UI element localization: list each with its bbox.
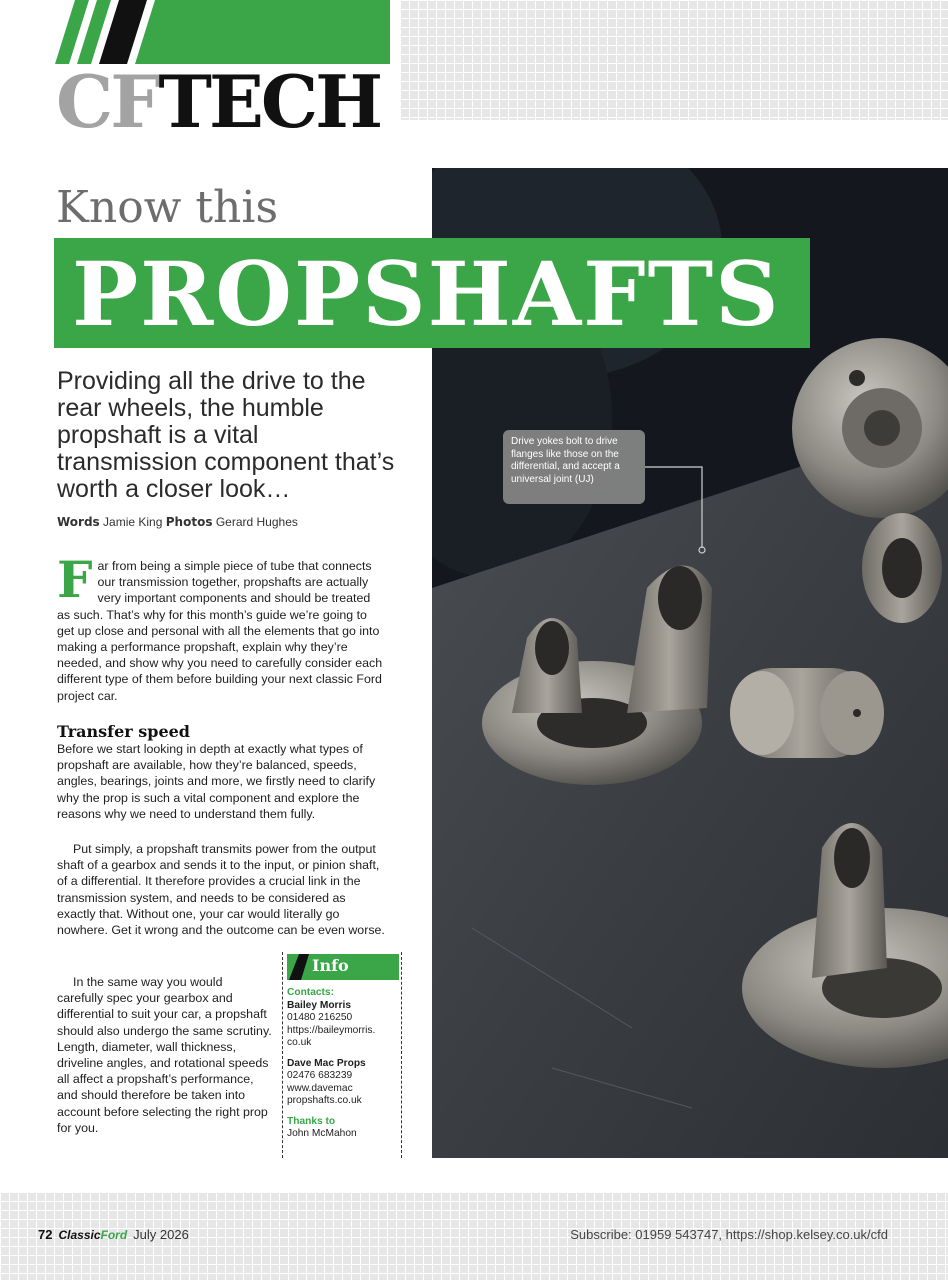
photos-label: Photos (165, 515, 213, 529)
body-paragraph: Before we start looking in depth at exactly what types of propshaft are available, how they’re balanced, speeds, angles, bearings, joints and more, we firstly need to clarify why the prop is such a vital component and explore the reasons why we need to understand them fully. (57, 742, 376, 821)
info-content (287, 987, 397, 1141)
contact-url: https://baileymorris. (287, 1024, 376, 1036)
article-kicker: Know this (56, 182, 279, 233)
brand-classic: Classic (58, 1228, 101, 1242)
intro-paragraph (57, 550, 385, 704)
intro-text: ar from being a simple piece of tube that connects our transmission together, propshafts are actually very important components and should be treated as such. That’s why for this month’s guide we’re going to get up close and personal with all the elements that go into making a performance propshaft, explain why they’re needed, and show why you need to carefully consider each different type of them before building your next classic Ford project car. (57, 559, 383, 703)
contact-url: co.uk (287, 1037, 312, 1048)
contact-url: www.davemac (287, 1082, 353, 1094)
thanks-label: Thanks to (287, 1115, 336, 1127)
subheading: Transfer speed (57, 722, 190, 741)
drop-cap: F (57, 550, 93, 609)
contact-phone: 01480 216250 (287, 1012, 353, 1023)
logo-cf: CF (56, 59, 159, 144)
body-paragraph: In the same way you would carefully spec your gearbox and differential to suit your car, a propshaft should also undergo the same scrutiny. Length, diameter, wall thickness, driveline angles, and rotational speeds all affect a propshaft’s performance, and should therefore be taken into account before selecting the right prop for you. (57, 975, 272, 1135)
logo-stripes (55, 0, 390, 64)
subscribe-info: Subscribe: 01959 543747, https://shop.kelsey.co.uk/cfd (570, 1227, 888, 1242)
contact-phone: 02476 683239 (287, 1070, 353, 1081)
contact-name: Bailey Morris (287, 999, 351, 1011)
header-grid-pattern (400, 0, 948, 120)
contact-name: Dave Mac Props (287, 1057, 366, 1069)
page-number: 72 (38, 1227, 53, 1242)
logo-tech: TECH (158, 59, 381, 144)
contacts-label: Contacts: (287, 987, 334, 998)
thanks-name: John McMahon (287, 1128, 357, 1139)
author-name: Jamie King (103, 515, 163, 529)
words-label: Words (57, 515, 100, 529)
article-standfirst: Providing all the drive to the rear wheels, the humble propshaft is a vital transmission component that’s worth a closer look… (57, 367, 395, 503)
body-paragraph: Put simply, a propshaft transmits power from the output shaft of a gearbox and sends it to the input, or pinion shaft, of a differential. It therefore provides a crucial link in the transmission system, and needs to be considered as exactly that. Without one, your car would literally go nowhere. Get it wrong and the outcome can be even worse. (57, 842, 385, 938)
contact-url: propshafts.co.uk (287, 1095, 362, 1106)
footer-folio (38, 1227, 189, 1242)
issue-date: July 2026 (133, 1227, 189, 1242)
article-credits (57, 515, 298, 529)
photographer-name: Gerard Hughes (215, 515, 298, 529)
info-slash-icon (289, 954, 309, 980)
photo-caption: Drive yokes bolt to drive flanges like those on the differential, and accept a universal joint (UJ) (503, 430, 645, 504)
brand-ford: Ford (100, 1228, 128, 1242)
article-title: PROPSHAFTS (72, 242, 781, 346)
section-logo (56, 59, 381, 144)
info-label: Info (312, 956, 349, 975)
